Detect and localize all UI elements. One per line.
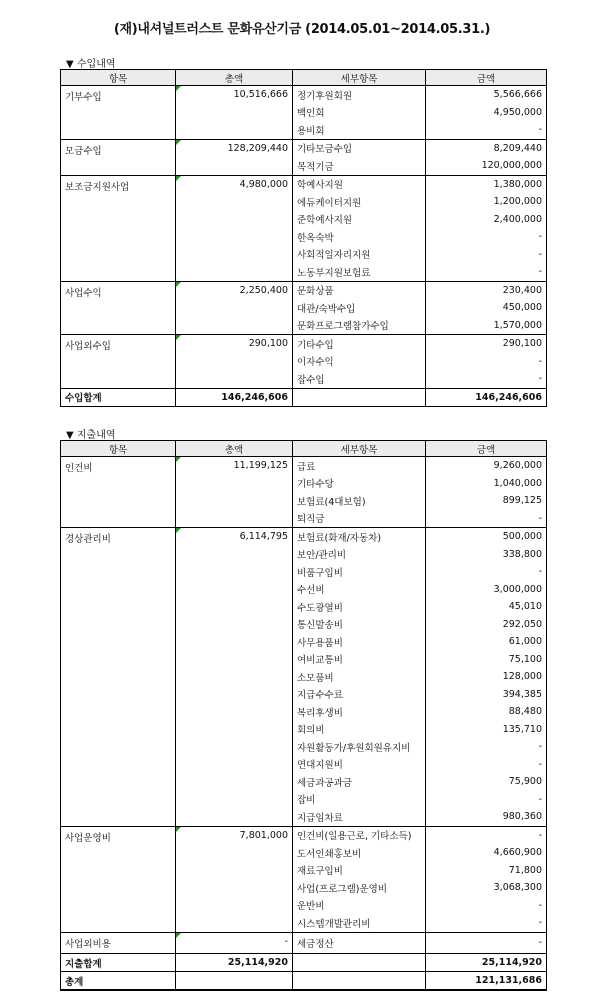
sum-row-blank — [293, 388, 426, 406]
detail-amount: 71,800 — [426, 862, 547, 880]
sum-row-amount: 146,246,606 — [426, 388, 547, 406]
detail-amount: 8,209,440 — [426, 139, 547, 157]
header-item: 항목 — [61, 441, 176, 457]
page-title: (재)내셔널트러스트 문화유산기금 (2014.05.01~2014.05.31.) — [113, 22, 491, 37]
detail-item: 보안/관리비 — [293, 546, 426, 564]
sum-row-label: 지출합계 — [61, 954, 176, 972]
table-row — [61, 335, 547, 353]
detail-item: 한옥숙박 — [293, 228, 426, 246]
group-total: 6,114,795 — [176, 528, 293, 827]
income-header-row — [61, 70, 547, 86]
header-item: 항목 — [61, 70, 176, 86]
detail-amount: 1,040,000 — [426, 475, 547, 493]
detail-amount: 394,385 — [426, 686, 547, 704]
detail-amount: 128,000 — [426, 668, 547, 686]
detail-item: 복리후생비 — [293, 703, 426, 721]
detail-item: 기타수입 — [293, 335, 426, 353]
sum-row-blank — [293, 954, 426, 972]
group-name: 보조금지원사업 — [61, 175, 176, 281]
detail-item: 자원활동가/후원회원유지비 — [293, 738, 426, 756]
table-row — [61, 457, 547, 475]
detail-amount: 450,000 — [426, 299, 547, 317]
group-total: 4,980,000 — [176, 175, 293, 281]
detail-item: 노동부지원보험료 — [293, 263, 426, 281]
detail-item: 기타모금수입 — [293, 139, 426, 157]
detail-item: 목적기금 — [293, 157, 426, 175]
detail-amount: - — [426, 246, 547, 264]
detail-amount: 135,710 — [426, 721, 547, 739]
detail-amount: 120,000,000 — [426, 157, 547, 175]
table-row — [61, 281, 547, 299]
group-name: 인건비 — [61, 457, 176, 528]
detail-amount: - — [426, 121, 547, 139]
table-row — [61, 86, 547, 104]
expense-table — [60, 440, 547, 991]
header-amount: 금액 — [426, 441, 547, 457]
detail-item: 비품구입비 — [293, 563, 426, 581]
expense-section-label: ▼ 지출내역 — [66, 430, 116, 441]
detail-amount: 61,000 — [426, 633, 547, 651]
detail-amount: - — [426, 353, 547, 371]
sum-row-label: 수입합계 — [61, 388, 176, 406]
detail-amount: - — [426, 914, 547, 932]
grand-total-row-label: 총계 — [61, 972, 176, 991]
sum-row — [61, 388, 547, 406]
detail-amount: 45,010 — [426, 598, 547, 616]
detail-item: 수도광열비 — [293, 598, 426, 616]
header-detail: 세부항목 — [293, 70, 426, 86]
grand-total-row — [61, 972, 547, 991]
group-name: 모금수입 — [61, 139, 176, 175]
group-name: 경상관리비 — [61, 528, 176, 827]
group-total: 290,100 — [176, 335, 293, 389]
detail-item: 정기후원회원 — [293, 86, 426, 104]
detail-item: 학예사지원 — [293, 175, 426, 193]
detail-amount: 3,068,300 — [426, 879, 547, 897]
table-row — [61, 139, 547, 157]
expense-header-row — [61, 441, 547, 457]
detail-amount: - — [426, 897, 547, 915]
detail-amount: - — [426, 263, 547, 281]
detail-item: 인건비(일용근로, 기타소득) — [293, 826, 426, 844]
detail-amount: 5,566,666 — [426, 86, 547, 104]
detail-amount: - — [426, 932, 547, 954]
detail-amount: 338,800 — [426, 546, 547, 564]
detail-item: 세금정산 — [293, 932, 426, 954]
group-total: 128,209,440 — [176, 139, 293, 175]
detail-amount: 290,100 — [426, 335, 547, 353]
detail-amount: 9,260,000 — [426, 457, 547, 475]
detail-amount: - — [426, 510, 547, 528]
header-amount: 금액 — [426, 70, 547, 86]
grand-total-row-amount: 121,131,686 — [426, 972, 547, 991]
group-name: 사업운영비 — [61, 826, 176, 932]
table-row — [61, 826, 547, 844]
grand-total-row-total — [176, 972, 293, 991]
detail-amount: 980,360 — [426, 808, 547, 826]
detail-amount: 4,950,000 — [426, 104, 547, 122]
header-total: 총액 — [176, 441, 293, 457]
group-name: 사업외수입 — [61, 335, 176, 389]
detail-item: 보험료(4대보험) — [293, 492, 426, 510]
group-name: 사업수익 — [61, 281, 176, 335]
detail-item: 급료 — [293, 457, 426, 475]
detail-item: 잡비 — [293, 791, 426, 809]
sum-row — [61, 954, 547, 972]
detail-amount: 1,380,000 — [426, 175, 547, 193]
table-row — [61, 528, 547, 546]
sum-row-total: 25,114,920 — [176, 954, 293, 972]
sum-row-total: 146,246,606 — [176, 388, 293, 406]
group-total: 11,199,125 — [176, 457, 293, 528]
header-total: 총액 — [176, 70, 293, 86]
detail-amount: - — [426, 563, 547, 581]
sum-row-amount: 25,114,920 — [426, 954, 547, 972]
detail-item: 도서인쇄홍보비 — [293, 844, 426, 862]
detail-item: 운반비 — [293, 897, 426, 915]
group-total: 7,801,000 — [176, 826, 293, 932]
detail-item: 에듀케이터지원 — [293, 193, 426, 211]
group-total: 10,516,666 — [176, 86, 293, 140]
detail-amount: 230,400 — [426, 281, 547, 299]
detail-amount: 4,660,900 — [426, 844, 547, 862]
detail-amount: - — [426, 826, 547, 844]
detail-amount: 899,125 — [426, 492, 547, 510]
detail-amount: 1,570,000 — [426, 317, 547, 335]
detail-item: 잡수입 — [293, 370, 426, 388]
detail-item: 이자수익 — [293, 353, 426, 371]
detail-amount: - — [426, 228, 547, 246]
detail-amount: 75,900 — [426, 773, 547, 791]
detail-amount: 500,000 — [426, 528, 547, 546]
detail-amount: 1,200,000 — [426, 193, 547, 211]
detail-item: 퇴직금 — [293, 510, 426, 528]
header-detail: 세부항목 — [293, 441, 426, 457]
detail-amount: 3,000,000 — [426, 581, 547, 599]
detail-item: 회의비 — [293, 721, 426, 739]
group-total: - — [176, 932, 293, 954]
detail-item: 기타수당 — [293, 475, 426, 493]
income-section-label: ▼ 수입내역 — [66, 59, 116, 70]
group-name: 기부수입 — [61, 86, 176, 140]
detail-item: 통신발송비 — [293, 616, 426, 634]
detail-amount: 292,050 — [426, 616, 547, 634]
detail-amount: 88,480 — [426, 703, 547, 721]
detail-item: 수선비 — [293, 581, 426, 599]
detail-item: 세금과공과금 — [293, 773, 426, 791]
detail-item: 재료구입비 — [293, 862, 426, 880]
detail-item: 대관/숙박수입 — [293, 299, 426, 317]
detail-item: 지급수수료 — [293, 686, 426, 704]
detail-item: 사업(프로그램)운영비 — [293, 879, 426, 897]
detail-amount: - — [426, 738, 547, 756]
detail-item: 문화프로그램참가수입 — [293, 317, 426, 335]
detail-amount: 2,400,000 — [426, 211, 547, 229]
detail-item: 사무용품비 — [293, 633, 426, 651]
detail-item: 문화상품 — [293, 281, 426, 299]
detail-item: 여비교통비 — [293, 651, 426, 669]
detail-item: 연대지원비 — [293, 756, 426, 774]
detail-item: 시스템개발관리비 — [293, 914, 426, 932]
detail-item: 백인회 — [293, 104, 426, 122]
group-name: 사업외비용 — [61, 932, 176, 954]
detail-amount: - — [426, 756, 547, 774]
detail-item: 준학예사지원 — [293, 211, 426, 229]
detail-amount: - — [426, 370, 547, 388]
detail-amount: 75,100 — [426, 651, 547, 669]
detail-item: 사회적일자리지원 — [293, 246, 426, 264]
detail-item: 지급임차료 — [293, 808, 426, 826]
grand-total-row-blank — [293, 972, 426, 991]
detail-item: 용비회 — [293, 121, 426, 139]
group-total: 2,250,400 — [176, 281, 293, 335]
detail-item: 보험료(화재/자동차) — [293, 528, 426, 546]
table-row — [61, 175, 547, 193]
detail-amount: - — [426, 791, 547, 809]
detail-item: 소모품비 — [293, 668, 426, 686]
table-row — [61, 932, 547, 954]
income-table — [60, 69, 547, 407]
